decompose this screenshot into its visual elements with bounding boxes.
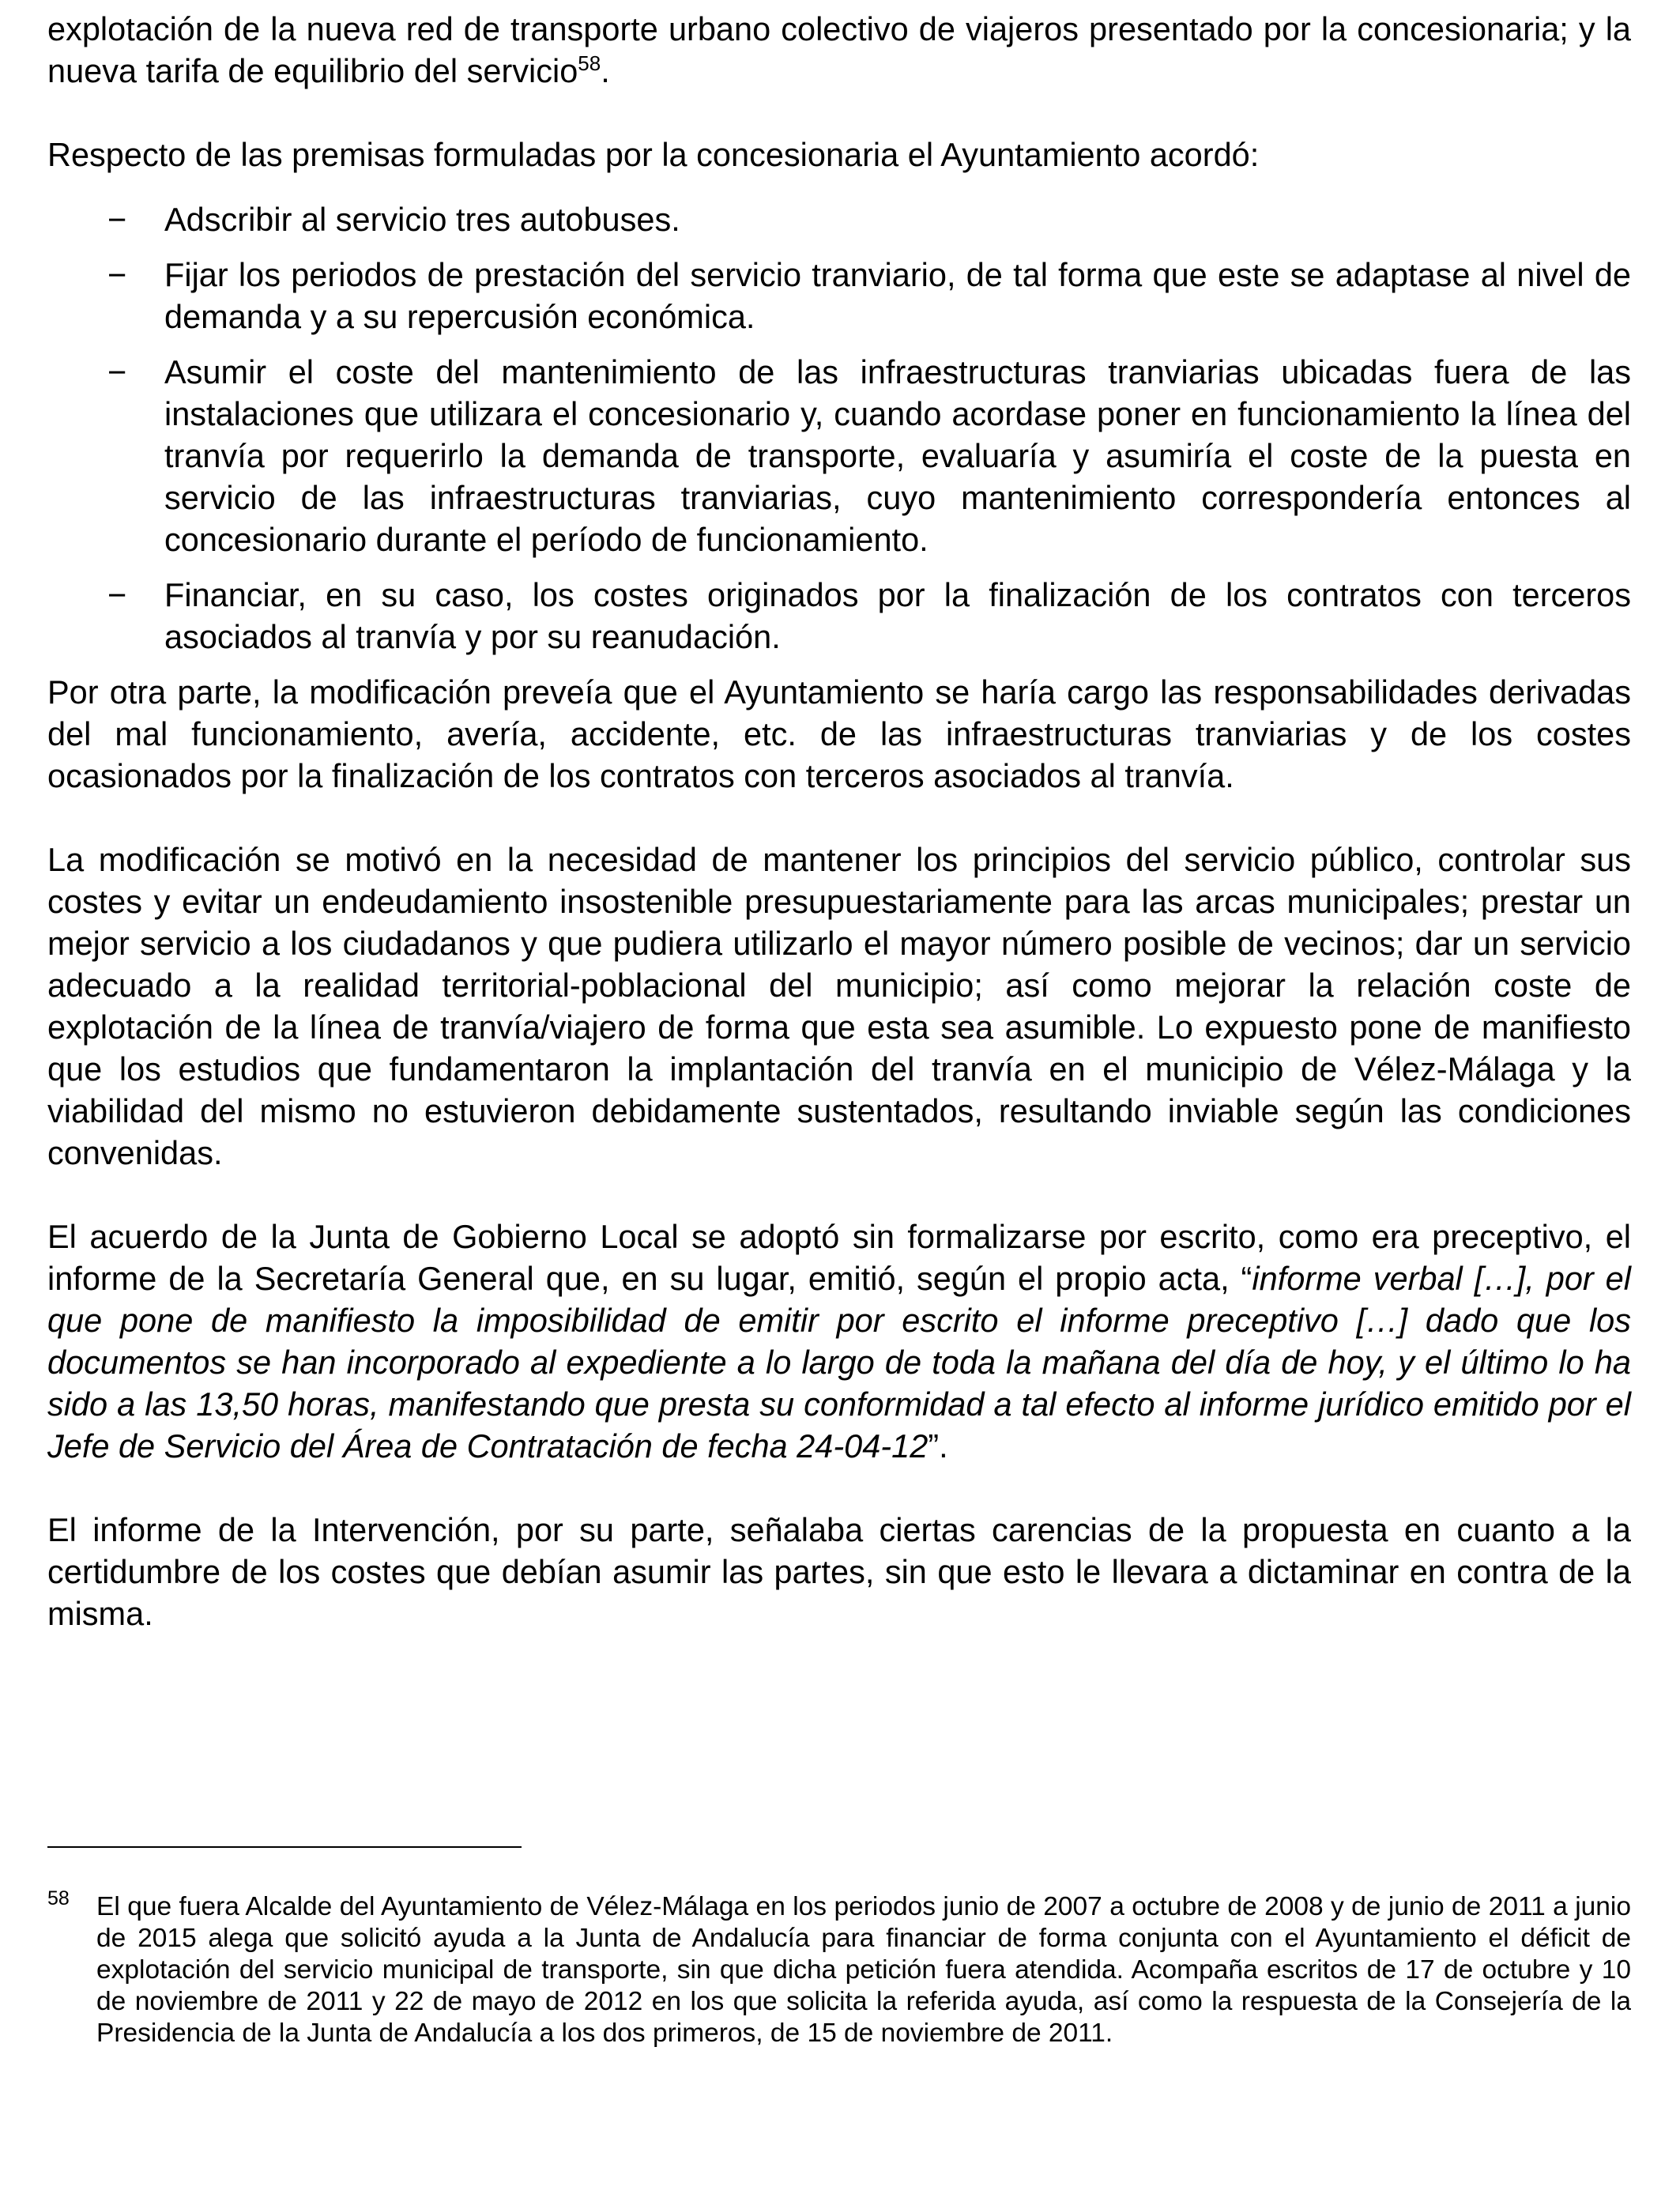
paragraph-3: Por otra parte, la modificación preveía que el Ayuntamiento se haría cargo las responsabilidades derivadas del mal funcionamiento, avería, accidente, etc. de las infraestructuras tranviarias y de los costes ocasionados por la finalización de los contratos con terceros asociados al tranvía. [47,673,1631,794]
list-item [47,254,1631,337]
paragraph-5-end: ”. [928,1427,948,1465]
list-item [47,574,1631,658]
paragraph-2: Respecto de las premisas formuladas por la concesionaria el Ayuntamiento acordó: [47,136,1260,173]
list-item-text: Fijar los periodos de prestación del servicio tranviario, de tal forma que este se adaptase al nivel de demanda y a su repercusión económica. [164,256,1631,335]
paragraph-1 [47,8,1631,92]
footnote [47,1887,1631,2049]
paragraph-5 [47,1216,1631,1467]
footnote-mark: 58 [47,1887,70,1909]
list-item [47,198,1631,240]
dash-bullet: − [107,353,127,390]
agreement-list [47,198,1631,658]
footnote-text: El que fuera Alcalde del Ayuntamiento de Vélez-Málaga en los periodos junio de 2007 a octubre de 2008 y de junio de 2011 a junio de 2015 alega que solicitó ayuda a la Junta de Andalucía para financiar de forma conjunta con el Ayuntamiento el déficit de explotación del servicio municipal de transporte, sin que dicha petición fuera atendida. Acompaña escritos de 17 de octubre y 10 de noviembre de 2011 y 22 de mayo de 2012 en los que solicita la referida ayuda, así como la respuesta de la Consejería de la Presidencia de la Junta de Andalucía a los dos primeros, de 15 de noviembre de 2011. [96,1892,1631,2048]
paragraph-1-end: . [601,52,610,89]
footnote-separator [47,1846,522,1848]
list-item-text: Asumir el coste del mantenimiento de las infraestructuras tranviarias ubicadas fuera de las instalaciones que utilizara el concesionario y, cuando acordase poner en funcionamiento la línea del tranvía por requerirlo la demanda de transporte, evaluaría y asumiría el coste de la puesta en servicio de las infraestructuras tranviarias, cuyo mantenimiento correspondería entonces al concesionario durante el período de funcionamiento. [164,353,1631,558]
list-item-text: Adscribir al servicio tres autobuses. [164,201,680,238]
list-item [47,351,1631,560]
paragraph-1-text: explotación de la nueva red de transporte urbano colectivo de viajeros presentado por la concesionaria; y la nueva tarifa de equilibrio del servicio [47,10,1631,89]
footnote-reference-58[interactable]: 58 [578,51,601,76]
paragraph-4: La modificación se motivó en la necesidad de mantener los principios del servicio público, controlar sus costes y evitar un endeudamiento insostenible presupuestariamente para las arcas municipales; prestar un mejor servicio a los ciudadanos y que pudiera utilizarlo el mayor número posible de vecinos; dar un servicio adecuado a la realidad territorial-poblacional del municipio; así como mejorar la relación coste de explotación de la línea de tranvía/viajero de forma que esta sea asumible. Lo expuesto pone de manifiesto que los estudios que fundamentaron la implantación del tranvía en el municipio de Vélez-Málaga y la viabilidad del mismo no estuvieron debidamente sustentados, resultando inviable según las condiciones convenidas. [47,841,1631,1171]
dash-bullet: − [107,256,127,293]
paragraph-6: El informe de la Intervención, por su parte, señalaba ciertas carencias de la propuesta en cuanto a la certidumbre de los costes que debían asumir las partes, sin que esto le llevara a dictaminar en contra de la misma. [47,1511,1631,1632]
document-page [47,8,1631,1634]
paragraph-5-intro: El acuerdo de la Junta de Gobierno Local se adoptó sin formalizarse por escrito, como era preceptivo, el informe de la Secretaría General que, en su lugar, emitió, según el propio acta, “ [47,1218,1631,1297]
dash-bullet: − [107,576,127,613]
list-item-text: Financiar, en su caso, los costes originados por la finalización de los contratos con terceros asociados al tranvía y por su reanudación. [164,576,1631,655]
dash-bullet: − [107,201,127,238]
paragraph-5-quote: informe verbal […], por el que pone de manifiesto la imposibilidad de emitir por escrito el informe preceptivo […] dado que los documentos se han incorporado al expediente a lo largo de toda la mañana del día de hoy, y el último lo ha sido a las 13,50 horas, manifestando que presta su conformidad a tal efecto al informe jurídico emitido por el Jefe de Servicio del Área de Contratación de fecha 24-04-12 [47,1260,1631,1465]
